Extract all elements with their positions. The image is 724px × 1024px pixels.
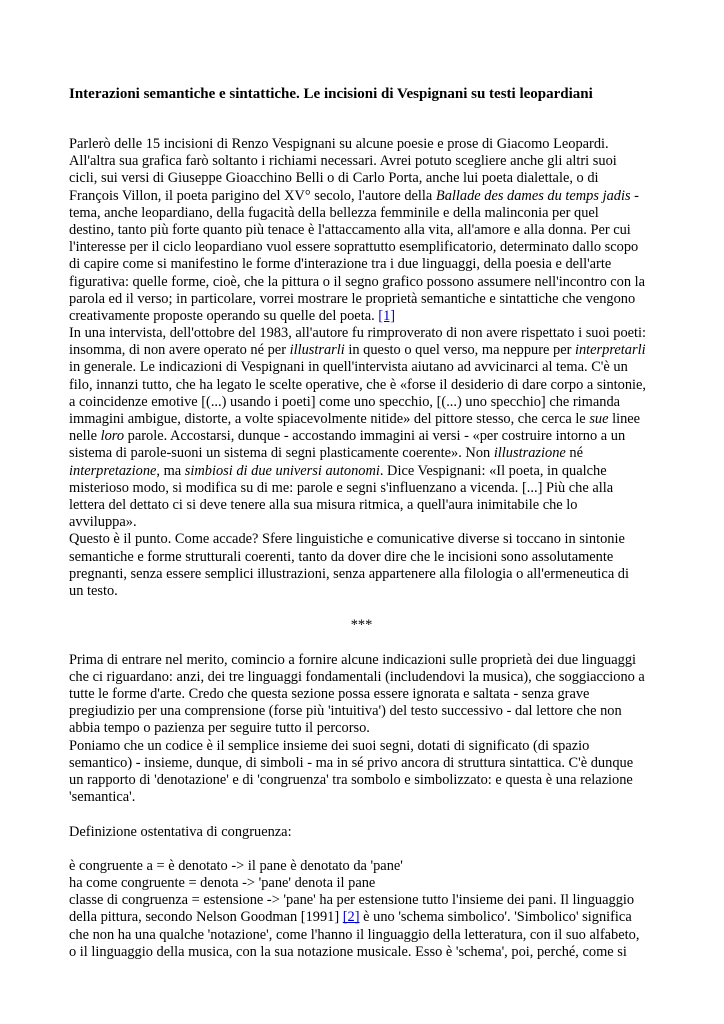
text-line	[69, 342, 654, 359]
paragraph-definitions	[69, 858, 654, 961]
text-line: pregiudizio per una comprensione (forse più 'intuitiva') del testo successivo - dal lettore che non	[69, 703, 622, 720]
text-run: in questo o quel verso, ma neppure per	[344, 342, 575, 359]
text-line: abbia tempo o pazienza per seguire tutto il percorso.	[69, 720, 370, 737]
text-line: un rapporto di 'denotazione' e di 'congruenza' tra sombolo e simbolizzato: e questa è una relazione	[69, 771, 633, 788]
text-line: cicli, sui versi di Giuseppe Gioacchino Belli o di Carlo Porta, anche lui poeta dialettale, o di	[69, 170, 599, 187]
text-line: Poniamo che un codice è il semplice insieme dei suoi segni, dotati di significato (di spazio	[69, 737, 590, 754]
text-line: Parlerò delle 15 incisioni di Renzo Vespignani su alcune poesie e prose di Giacomo Leopardi.	[69, 136, 609, 152]
definition-heading: Definizione ostentativa di congruenza:	[69, 823, 292, 840]
text-run: François Villon, il poeta parigino del XV° secolo, l'autore della	[69, 187, 436, 204]
italic-word: interpretarli	[574, 342, 646, 359]
text-line: In una intervista, dell'ottobre del 1983, all'autore fu rimproverato di non avere rispettato i suoi poeti:	[69, 325, 647, 342]
text-line: pregnanti, senza essere semplici illustrazioni, senza appartenere alla filologia o all'ermeneutica di	[69, 565, 629, 582]
text-run: . Dice Vespignani: «Il poeta, in qualche	[379, 462, 607, 479]
text-line: tema, anche leopardiano, della fugacità della bellezza femminile e della malinconia per quel	[69, 204, 599, 221]
paragraph-code	[69, 738, 654, 807]
text-line: ha come congruente = denota -> 'pane' denota il pane	[69, 875, 376, 892]
text-line: figurativa: quelle forme, cioè, che la pittura o il segno grafico possono assumere nell'incontro con la	[69, 273, 646, 290]
text-line: semantico) - insieme, dunque, di simboli - ma in sé privo ancora di struttura sintattica. C'è dunque	[69, 754, 634, 771]
text-run: né	[565, 445, 583, 462]
text-line: filo, innanzi tutto, che ha legato le scelte operative, che è «forse il desiderio di dare corpo a sintonie,	[69, 376, 647, 393]
text-line: classe di congruenza = estensione -> 'pane' ha per estensione tutto l'insieme dei pani. Il linguaggio	[69, 892, 635, 909]
text-line: è congruente a = è denotato -> il pane è denotato da 'pane'	[69, 857, 403, 874]
text-line: Questo è il punto. Come accade? Sfere linguistiche e comunicative diverse si toccano in sintonie	[69, 531, 625, 548]
spacer	[69, 600, 654, 617]
text-line	[69, 445, 654, 462]
italic-word: loro	[100, 428, 125, 445]
text-line	[69, 308, 654, 325]
text-line: in generale. Le indicazioni di Vespignani in quell'intervista aiutano ad avvicinarci al tema. C'è un	[69, 359, 628, 376]
italic-word: illustrarli	[289, 342, 345, 359]
text-line: che non ha una qualche 'notazione', come l'hanno il linguaggio della letteratura, con il suo alfabeto,	[69, 926, 640, 943]
italic-word: interpretazione	[69, 462, 157, 479]
text-run: sistema di parole-suoni un sistema di segni plasticamente coerente». Non	[69, 445, 494, 462]
text-line: destino, tanto più forte quanto più tenace è l'attaccamento alla vita, all'amore e alla donna. Per cui	[69, 221, 631, 238]
paragraph-premise	[69, 652, 654, 738]
text-line: o il linguaggio della musica, con la sua notazione musicale. Esso è 'schema', poi, perché, come si	[69, 943, 627, 960]
text-line: di capire come si manifestino le forme d'interazione tra i due linguaggi, della poesia e dell'arte	[69, 256, 612, 273]
text-run: -	[630, 187, 639, 204]
italic-title: Ballade des dames du temps jadis	[435, 187, 631, 204]
text-line	[69, 411, 654, 428]
text-line: 'semantica'.	[69, 789, 136, 806]
spacer	[69, 841, 654, 858]
text-line: semantiche e forme strutturali coerenti, tanto da dover dire che le incisioni sono assolutamente	[69, 548, 614, 565]
text-line: che ci riguardano: anzi, dei tre linguaggi fondamentali (includendovi la musica), che soggiacciono a	[69, 668, 645, 685]
footnote-link-1[interactable]: [1]	[378, 307, 396, 324]
paragraph-point	[69, 531, 654, 600]
spacer	[69, 634, 654, 651]
text-line: tutte le forme d'arte. Credo che questa sezione possa essere ignorata e saltata - senza grave	[69, 686, 590, 702]
text-run: linee	[608, 411, 641, 427]
text-run: è uno 'schema simbolico'. 'Simbolico' significa	[359, 909, 632, 926]
document-body	[69, 136, 654, 961]
text-line: misterioso modo, si modifica su di me: parole e segni s'influenzano a vicenda. [...] Più che alla	[69, 479, 614, 496]
text-line	[69, 188, 654, 205]
text-run: creativamente proposte operando su quelle del poeta.	[69, 307, 379, 324]
text-run: , ma	[156, 462, 185, 479]
text-line: parola ed il verso; in particolare, vorrei mostrare le proprietà semantiche e sintattiche che vengono	[69, 290, 636, 307]
footnote-link-2[interactable]: [2]	[342, 909, 360, 926]
text-run: insomma, di non avere operato né per	[69, 342, 290, 359]
italic-phrase: simbiosi di due universi autonomi	[184, 462, 380, 479]
text-run: immagini ambigue, distorte, a volte spiacevolmente nitide» del pittore stesso, che cerca le	[69, 411, 590, 427]
text-line: l'interesse per il ciclo leopardiano vuol essere soprattutto esemplificatorio, determinato dallo scopo	[69, 239, 639, 256]
text-line: a coincidenze emotive [(...) usando i poeti] come uno specchio, [(...) uno specchio] che rimanda	[69, 393, 621, 410]
text-line: lettera del dettato ci si deve tenere alla sua misura ritmica, a quell'aura inimitabile che lo	[69, 496, 578, 513]
text-run: parole. Accostarsi, dunque - accostando immagini ai versi - «per costruire intorno a un	[124, 428, 626, 445]
italic-word: illustrazione	[493, 445, 566, 462]
text-line: avviluppa».	[69, 514, 137, 531]
text-run: nelle	[69, 428, 101, 445]
text-line	[69, 463, 654, 480]
text-line	[69, 428, 654, 445]
text-line: All'altra sua grafica farò soltanto i richiami necessari. Avrei potuto scegliere anche gli altri suoi	[69, 153, 617, 170]
paragraph-interview	[69, 325, 654, 531]
italic-word: sue	[589, 411, 609, 427]
document-title: Interazioni semantiche e sintattiche. Le incisioni di Vespignani su testi leopardiani	[69, 86, 593, 102]
text-line	[69, 909, 654, 926]
paragraph-intro	[69, 136, 654, 325]
section-separator: ***	[350, 617, 373, 634]
spacer	[69, 806, 654, 823]
text-line: un testo.	[69, 582, 118, 599]
text-line: Prima di entrare nel merito, comincio a fornire alcune indicazioni sulle proprietà dei due linguaggi	[69, 651, 637, 668]
text-run: della pittura, secondo Nelson Goodman [1991]	[69, 909, 343, 926]
